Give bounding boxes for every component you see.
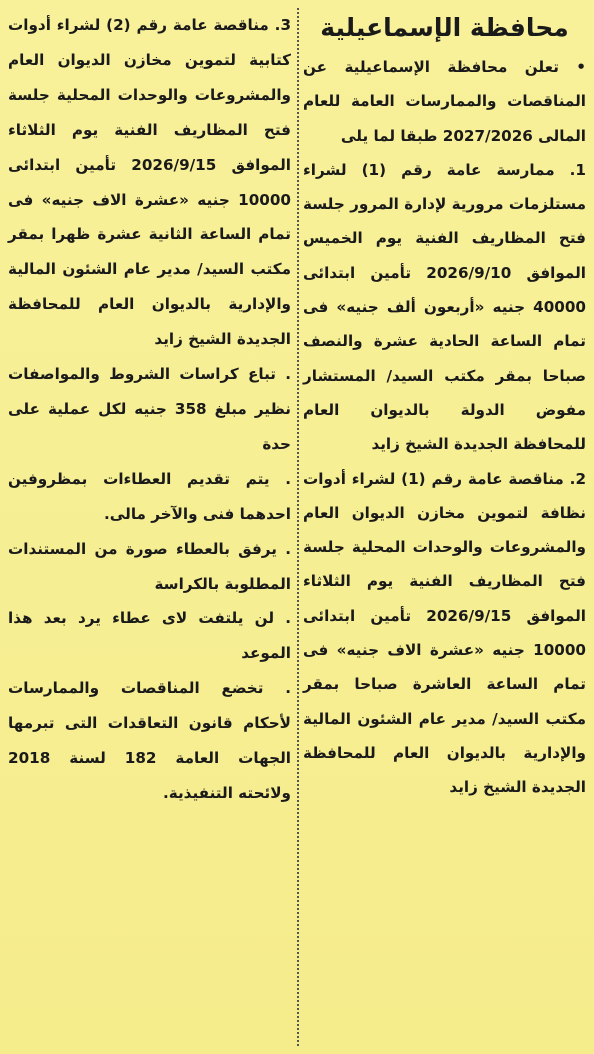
note-attach-documents: . يرفق بالعطاء صورة من المستندات المطلوبة بالكراسة [8, 539, 291, 593]
right-column [303, 0, 586, 1054]
intro-paragraph: • تعلن محافظة الإسماعيلية عن المناقصات والممارسات العامة للعام المالى 2027/2026 طبقا لما يلى [303, 58, 586, 145]
left-column [8, 0, 291, 1054]
tender-item-3: 3. مناقصة عامة رقم (2) لشراء أدوات كتابية لتموين مخازن الديوان العام والمشروعات والوحدات المحلية جلسة فتح المظاريف الفنية يوم الثلاثاء الموافق 2026/9/15 تأمين ابتدائى 10000 جنيه «عشرة الاف جنيه» فى تمام الساعة الثانية عشرة ظهرا بمقر مكتب السيد/ مدير عام الشئون المالية والإدارية بالديوان العام للمحافظة الجديدة الشيخ زايد [8, 16, 292, 349]
ad-title: محافظة الإسماعيلية [320, 13, 569, 42]
note-two-envelopes: . يتم تقديم العطاءات بمظروفين احدهما فنى والآخر مالى. [8, 469, 291, 523]
tender-item-2: 2. مناقصة عامة رقم (1) لشراء أدوات نظافة لتموين مخازن الديوان العام والمشروعات والوحدات المحلية جلسة فتح المظاريف الفنية يوم الثلاثاء الموافق 2026/9/15 تأمين ابتدائى 10000 جنيه «عشرة الاف جنيه» فى تمام الساعة العاشرة صباحا بمقر مكتب السيد/ مدير عام الشئون المالية والإدارية بالديوان العام للمحافظة الجديدة الشيخ زايد [303, 469, 587, 797]
note-late-bids: . لن يلتفت لاى عطاء يرد بعد هذا الموعد [8, 609, 291, 663]
column-divider [297, 8, 299, 1046]
note-booklet-price: . تباع كراسات الشروط والمواصفات نظير مبلغ 358 جنيه لكل عملية على حدة [8, 365, 292, 453]
tender-item-1: 1. ممارسة عامة رقم (1) لشراء مستلزمات مرورية لإدارة المرور جلسة فتح المظاريف الفنية يوم الخميس الموافق 2026/9/10 تأمين ابتدائى 40000 جنيه «أربعون ألف جنيه» فى تمام الساعة الحادية عشرة والنصف صباحا بمقر مكتب السيد/ المستشار مفوض الدولة بالديوان العام للمحافظة الجديدة الشيخ زايد [303, 160, 586, 454]
note-law-reference: . تخضع المناقصات والممارسات لأحكام قانون التعاقدات التى تبرمها الجهات العامة 182 لسنة 2018 ولائحته التنفيذية. [8, 679, 291, 802]
